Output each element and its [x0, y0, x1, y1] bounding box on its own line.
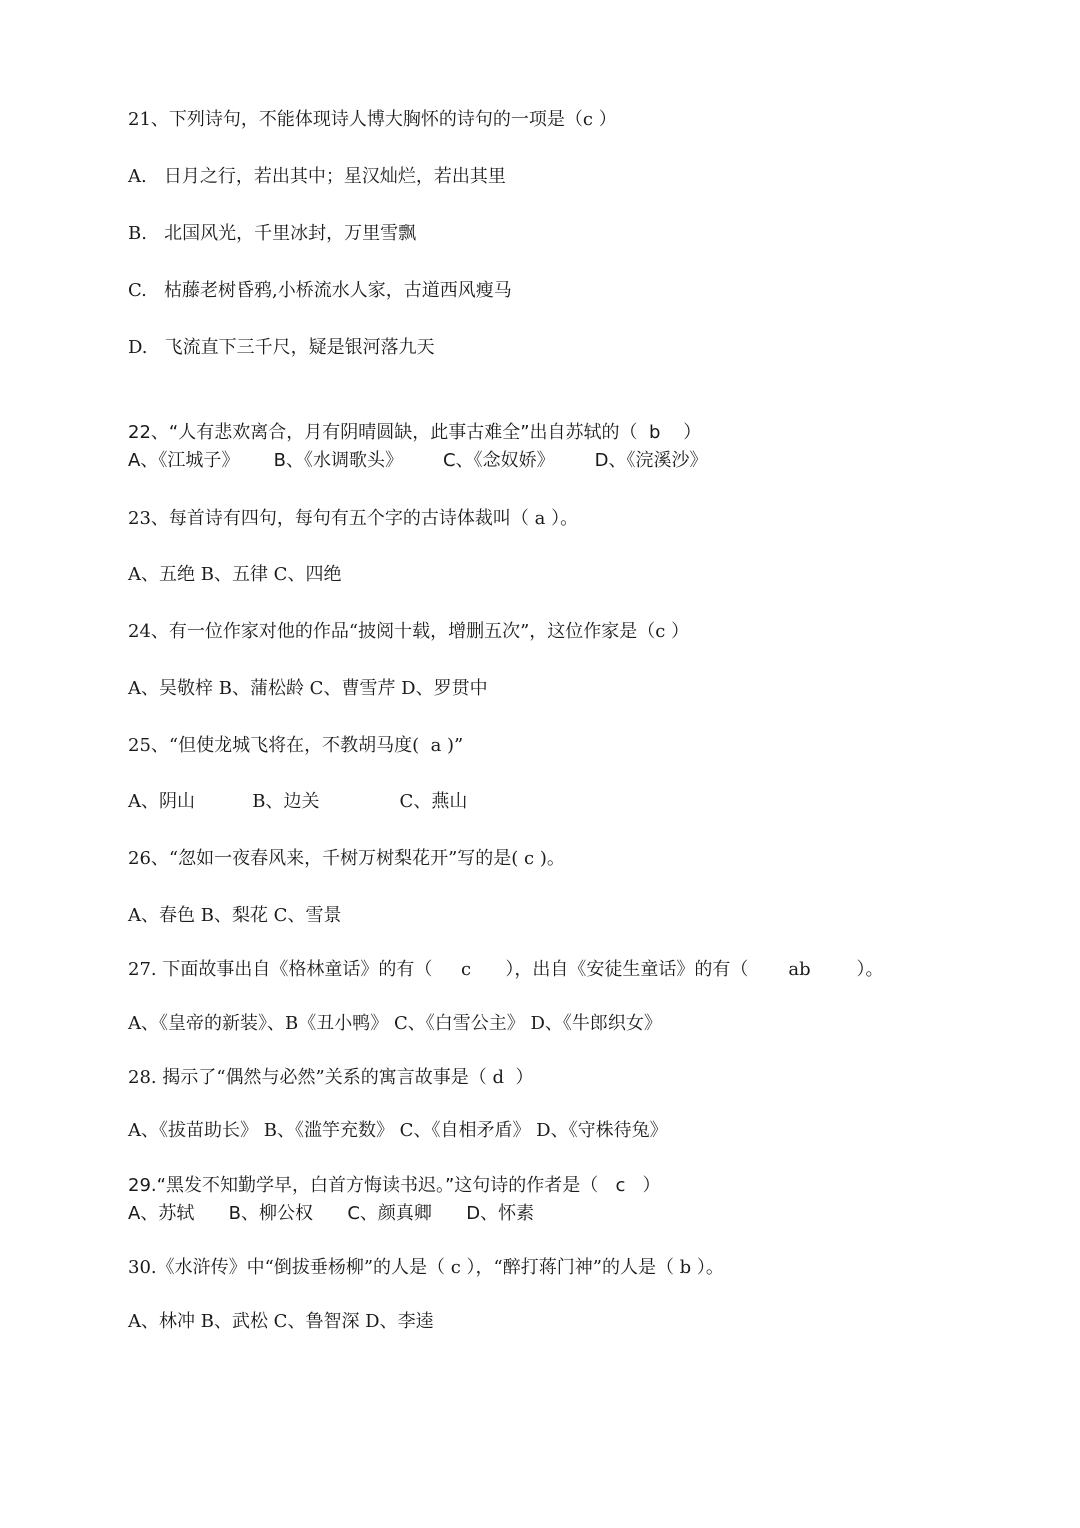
question-21-option-a: A. 日月之行，若出其中；星汉灿烂，若出其里	[128, 166, 506, 187]
question-26-options: A、春色 B、梨花 C、雪景	[128, 905, 342, 926]
question-21-option-b: B. 北国风光，千里冰封，万里雪飘	[128, 223, 417, 244]
question-30-options: A、林冲 B、武松 C、鲁智深 D、李逵	[128, 1311, 434, 1332]
question-26: 26、“忽如一夜春风来，千树万树梨花开”写的是( c )。	[128, 848, 565, 869]
question-27-options: A、《皇帝的新装》、B《丑小鸭》 C、《白雪公主》 D、《牛郎织女》	[128, 1013, 662, 1034]
question-29: 29.“黑发不知勤学早，白首方悔读书迟。”这句诗的作者是（ c ）	[128, 1175, 661, 1196]
question-22-options: A、《江城子》 B、《水调歌头》 C、《念奴娇》 D、《浣溪沙》	[128, 450, 708, 471]
question-21-option-c: C. 枯藤老树昏鸦,小桥流水人家，古道西风瘦马	[128, 280, 512, 301]
question-23: 23、每首诗有四句，每句有五个字的古诗体裁叫（ a ）。	[128, 508, 579, 529]
question-29-options: A、苏轼 B、柳公权 C、颜真卿 D、怀素	[128, 1203, 535, 1224]
question-28: 28. 揭示了“偶然与必然”关系的寓言故事是（ d ）	[128, 1067, 534, 1088]
question-24-options: A、吴敬梓 B、蒲松龄 C、曹雪芹 D、罗贯中	[128, 678, 488, 699]
question-25-options: A、阴山 B、边关 C、燕山	[128, 791, 468, 812]
question-22: 22、“人有悲欢离合，月有阴晴圆缺，此事古难全”出自苏轼的（ b ）	[128, 422, 702, 443]
question-30: 30.《水浒传》中“倒拔垂杨柳”的人是（ c ），“醉打蒋门神”的人是（ b ）。	[128, 1257, 724, 1278]
question-23-options: A、五绝 B、五律 C、四绝	[128, 564, 342, 585]
question-28-options: A、《拔苗助长》 B、《滥竽充数》 C、《自相矛盾》 D、《守株待兔》	[128, 1120, 668, 1141]
question-27: 27. 下面故事出自《格林童话》的有（ c ），出自《安徒生童话》的有（ ab ）。	[128, 959, 884, 980]
question-25: 25、“但使龙城飞将在，不教胡马度( a )”	[128, 735, 464, 756]
question-21-option-d: D. 飞流直下三千尺，疑是银河落九天	[128, 337, 435, 358]
question-24: 24、有一位作家对他的作品“披阅十载，增删五次”，这位作家是（c ）	[128, 621, 690, 642]
question-21: 21、下列诗句，不能体现诗人博大胸怀的诗句的一项是（c ）	[128, 109, 617, 130]
